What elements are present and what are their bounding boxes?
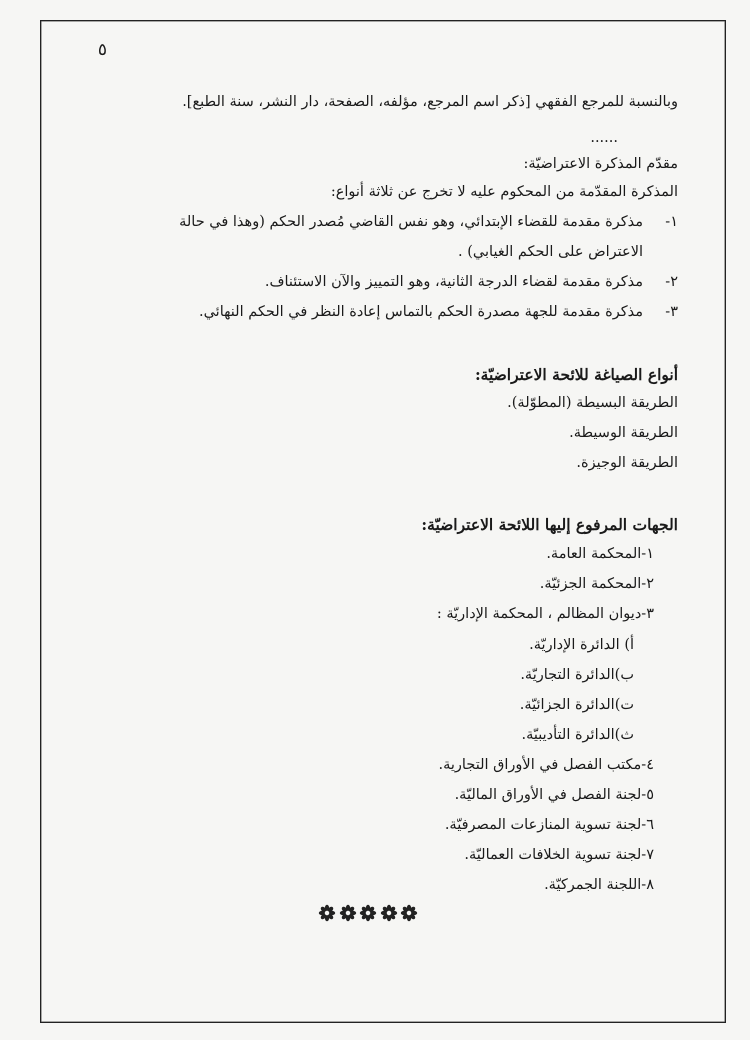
section3-heading: الجهات المرفوع إليها اللائحة الاعتراضيّة: — [421, 515, 678, 534]
section1-heading: مقدّم المذكرة الاعتراضيّة: — [523, 156, 678, 172]
list-item: ١-المحكمة العامة. — [546, 546, 654, 562]
list-item: ٦-لجنة تسوية المنازعات المصرفيّة. — [444, 817, 654, 833]
flower-ornament-icon — [339, 904, 357, 922]
list-item: ٨-اللجنة الجمركيّة. — [544, 877, 654, 893]
flower-ornament-icon — [318, 904, 336, 922]
list-item: الطريقة البسيطة (المطوّلة). — [507, 395, 678, 411]
list-item: ت)الدائرة الجزائيّة. — [519, 697, 634, 713]
list-item: الطريقة الوجيزة. — [576, 455, 678, 471]
section1-intro: المذكرة المقدّمة من المحكوم عليه لا تخرج عن ثلاثة أنواع: — [330, 184, 678, 200]
ornament-divider — [318, 902, 418, 924]
flower-ornament-icon — [359, 904, 377, 922]
reference-note: وبالنسبة للمرجع الفقهي [ذكر اسم المرجع، مؤلفه، الصفحة، دار النشر، سنة الطبع]. — [182, 94, 678, 110]
flower-ornament-icon — [380, 904, 398, 922]
list-item: ٢-المحكمة الجزئيّة. — [539, 576, 654, 592]
list-item: ٥-لجنة الفصل في الأوراق الماليّة. — [454, 787, 654, 803]
list-item: أ) الدائرة الإداريّة. — [529, 637, 634, 653]
list-item: ٧-لجنة تسوية الخلافات العماليّة. — [464, 847, 654, 863]
ellipsis: ...... — [590, 130, 618, 146]
list-item: ب)الدائرة التجاريّة. — [520, 667, 634, 683]
list-item: ٣-ديوان المظالم ، المحكمة الإداريّة : — [436, 606, 654, 622]
list-item: ٤-مكتب الفصل في الأوراق التجارية. — [438, 757, 654, 773]
flower-ornament-icon — [400, 904, 418, 922]
page-number: ٥ — [97, 40, 107, 60]
list-item: الطريقة الوسيطة. — [569, 425, 678, 441]
list-item: ث)الدائرة التأديبيّة. — [521, 727, 634, 743]
section2-heading: أنواع الصياغة للائحة الاعتراضيّة: — [474, 365, 678, 384]
